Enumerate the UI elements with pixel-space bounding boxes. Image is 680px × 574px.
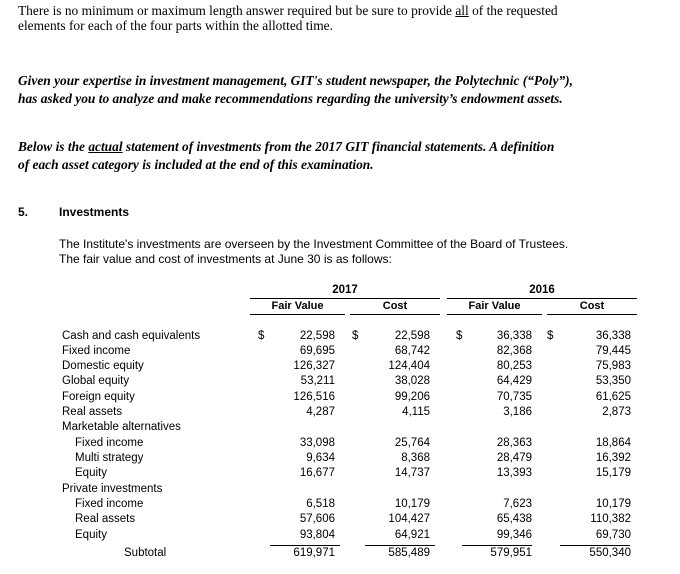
year-2016-rule (447, 298, 637, 299)
cell-fv17: 126,516 (293, 391, 335, 403)
cell-c16: 10,179 (595, 498, 631, 510)
col-cost-2016: Cost (579, 300, 605, 312)
col-fair-value-2017: Fair Value (271, 300, 324, 312)
cell-c16: 18,864 (595, 437, 631, 449)
cell-c17: 22,598 (394, 330, 430, 342)
cell-fv17: 33,098 (299, 437, 335, 449)
header-rule-fv17 (250, 314, 345, 315)
cell-c17: 25,764 (394, 437, 430, 449)
section-description-line-1: The Institute's investments are overseen by the Investment Committee of the Board of Trustees. (59, 237, 569, 251)
year-2017-header: 2017 (332, 284, 358, 296)
currency-symbol: $ (352, 330, 359, 342)
row-label: Global equity (62, 375, 130, 387)
cell-c17: 104,427 (388, 513, 430, 525)
cell-c17: 99,206 (394, 391, 430, 403)
statement-paragraph (18, 138, 668, 174)
context-line-1: Given your expertise in investment management, GIT's student newspaper, the Polytechnic (“Poly”), (18, 73, 573, 88)
underlined-all: all (455, 3, 469, 18)
cell-c17: 14,737 (394, 467, 430, 479)
cell-c17: 124,404 (388, 360, 430, 372)
instructions-line-2: elements for each of the four parts within the allotted time. (18, 18, 333, 33)
year-2016-header: 2016 (529, 284, 555, 296)
cell-c17: 38,028 (394, 375, 430, 387)
header-rule-c17 (350, 314, 440, 315)
cell-c17: 64,921 (394, 529, 430, 541)
cell-c16: 110,382 (590, 513, 631, 525)
subtotal-fv17: 619,971 (293, 547, 335, 559)
cell-c17: 10,179 (394, 498, 430, 510)
col-cost-2017: Cost (382, 300, 408, 312)
subtotal-label: Subtotal (124, 547, 167, 559)
subtotal-c17: 585,489 (388, 547, 430, 559)
row-label: Private investments (62, 483, 163, 495)
year-2017-rule (250, 298, 440, 299)
cell-c16: 53,350 (595, 375, 631, 387)
context-line-2: has asked you to analyze and make recommendations regarding the university’s endowment assets. (18, 91, 563, 106)
cell-c17: 4,115 (402, 406, 430, 418)
cell-fv16: 3,186 (503, 406, 532, 418)
cell-c16: 75,983 (595, 360, 631, 372)
cell-fv16: 7,623 (503, 498, 532, 510)
cell-fv17: 53,211 (300, 375, 335, 387)
subtotal-fv16: 579,951 (490, 547, 532, 559)
cell-fv16: 64,429 (496, 375, 532, 387)
row-label: Marketable alternatives (62, 421, 181, 433)
row-label: Real assets (62, 406, 123, 418)
cell-fv17: 9,634 (306, 452, 335, 464)
cell-fv17: 6,518 (306, 498, 335, 510)
row-label: Equity (75, 467, 107, 479)
statement-line-1: Below is the actual statement of investments from the 2017 GIT financial statements. A definition (18, 139, 555, 154)
row-label: Foreign equity (62, 391, 135, 403)
cell-c16: 69,730 (595, 529, 631, 541)
currency-symbol: $ (456, 330, 463, 342)
underlined-actual: actual (88, 139, 123, 154)
cell-c17: 68,742 (394, 345, 430, 357)
cell-fv16: 36,338 (496, 330, 532, 342)
context-paragraph (18, 72, 668, 108)
instructions-line-1: There is no minimum or maximum length answer required but be sure to provide all of the requested (18, 3, 558, 18)
cell-c16: 16,392 (595, 452, 631, 464)
section-description (59, 237, 659, 267)
row-label: Domestic equity (62, 360, 144, 372)
cell-c16: 36,338 (595, 330, 631, 342)
instructions-paragraph (18, 3, 658, 33)
row-label: Real assets (75, 513, 136, 525)
cell-fv16: 28,363 (496, 437, 532, 449)
section-title: Investments (59, 205, 130, 219)
cell-fv16: 82,368 (496, 345, 532, 357)
cell-fv16: 80,253 (496, 360, 532, 372)
cell-fv16: 99,346 (496, 529, 532, 541)
subtotal-rule-c16 (560, 545, 630, 546)
currency-symbol: $ (258, 330, 265, 342)
cell-c16: 79,445 (595, 345, 631, 357)
row-label: Equity (75, 529, 107, 541)
cell-fv17: 22,598 (299, 330, 335, 342)
cell-c16: 2,873 (602, 406, 631, 418)
cell-fv16: 13,393 (496, 467, 532, 479)
cell-fv16: 70,735 (496, 391, 532, 403)
row-label: Cash and cash equivalents (62, 330, 201, 342)
section-number: 5. (18, 205, 29, 219)
cell-fv16: 28,479 (496, 452, 532, 464)
cell-c16: 15,179 (595, 467, 631, 479)
subtotal-rule-fv16 (462, 545, 532, 546)
row-label: Fixed income (75, 437, 144, 449)
section-description-line-2: The fair value and cost of investments at June 30 is as follows: (59, 252, 392, 266)
row-label: Fixed income (75, 498, 144, 510)
subtotal-c16: 550,340 (589, 547, 631, 559)
row-label: Fixed income (62, 345, 131, 357)
cell-c17: 8,368 (401, 452, 430, 464)
cell-fv17: 126,327 (293, 360, 335, 372)
subtotal-rule-fv17 (270, 545, 340, 546)
statement-line-2: of each asset category is included at the end of this examination. (18, 157, 374, 172)
cell-fv17: 57,606 (299, 513, 335, 525)
cell-fv17: 69,695 (299, 345, 335, 357)
cell-fv17: 16,677 (299, 467, 335, 479)
currency-symbol: $ (547, 330, 554, 342)
cell-fv17: 4,287 (306, 406, 335, 418)
col-fair-value-2016: Fair Value (468, 300, 521, 312)
cell-c16: 61,625 (595, 391, 631, 403)
cell-fv17: 93,804 (299, 529, 335, 541)
subtotal-rule-c17 (365, 545, 435, 546)
cell-fv16: 65,438 (496, 513, 532, 525)
header-rule-c16 (547, 314, 637, 315)
header-rule-fv16 (447, 314, 542, 315)
row-label: Multi strategy (75, 452, 144, 464)
